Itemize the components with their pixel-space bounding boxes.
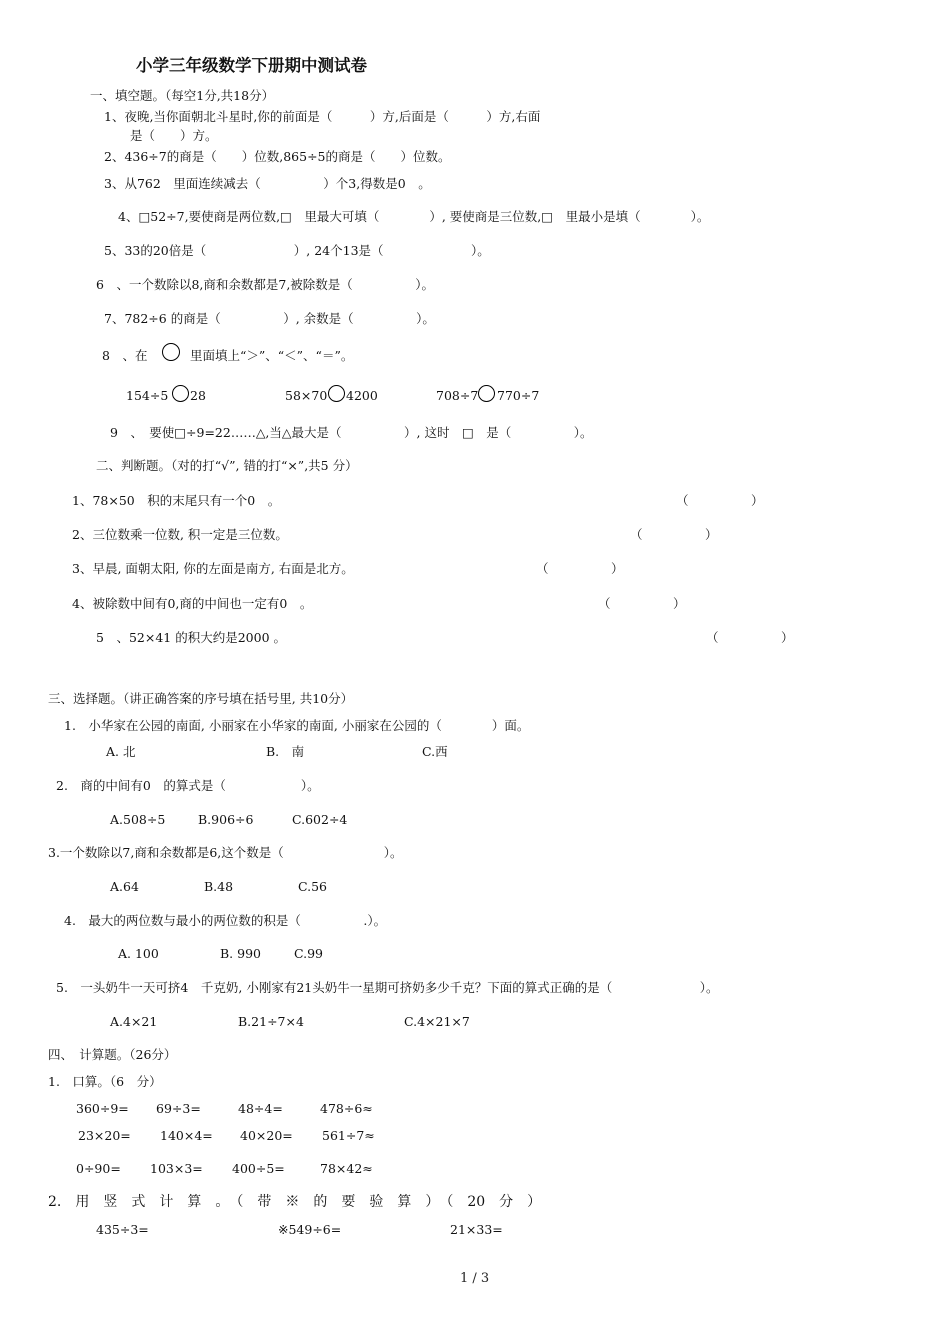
choice-option-3c[interactable]: C.56 bbox=[298, 879, 327, 894]
oral-calc-r3c2: 103×3= bbox=[150, 1161, 203, 1176]
compare-circle-icon[interactable] bbox=[328, 385, 345, 402]
question-1-7: 7、782÷6 的商是（ ）, 余数是（ ）。 bbox=[104, 311, 435, 326]
q8-expr3-left: 708÷7 bbox=[436, 388, 479, 403]
choice-option-1c[interactable]: C.西 bbox=[422, 744, 448, 759]
choice-question-4: 4. 最大的两位数与最小的两位数的积是（ .）。 bbox=[64, 913, 387, 928]
judge-item-1: 1、78×50 积的末尾只有一个0 。 bbox=[72, 493, 281, 508]
choice-option-5a[interactable]: A.4×21 bbox=[110, 1014, 158, 1029]
judge-item-3: 3、早晨, 面朝太阳, 你的左面是南方, 右面是北方。 bbox=[72, 561, 354, 576]
oral-calc-r1c3: 48÷4= bbox=[238, 1101, 283, 1116]
vertical-calc-2: ※549÷6= bbox=[278, 1222, 342, 1237]
compare-circle-icon bbox=[162, 343, 180, 361]
choice-option-4c[interactable]: C.99 bbox=[294, 946, 323, 961]
question-1-1b: 是（ ）方。 bbox=[130, 128, 218, 143]
section4-heading: 四、 计算题。（26分） bbox=[48, 1047, 177, 1062]
q8-expr3-right: 770÷7 bbox=[497, 388, 540, 403]
choice-option-2c[interactable]: C.602÷4 bbox=[292, 812, 348, 827]
question-1-8-text: 里面填上“＞”、“＜”、“＝”。 bbox=[190, 348, 354, 363]
choice-option-3a[interactable]: A.64 bbox=[110, 879, 139, 894]
oral-calc-r3c3: 400÷5= bbox=[232, 1161, 285, 1176]
question-1-3: 3、从762 里面连续减去（ ）个3,得数是0 。 bbox=[104, 176, 431, 191]
oral-calc-r1c4: 478÷6≈ bbox=[320, 1101, 373, 1116]
q8-expr1-left: 154÷5 bbox=[126, 388, 169, 403]
page-title: 小学三年级数学下册期中测试卷 bbox=[136, 56, 367, 75]
oral-calc-r1c2: 69÷3= bbox=[156, 1101, 201, 1116]
judge-paren-3[interactable]: （ ） bbox=[536, 561, 624, 576]
section3-heading: 三、选择题。（讲正确答案的序号填在括号里, 共10分） bbox=[48, 691, 354, 706]
choice-option-4b[interactable]: B. 990 bbox=[220, 946, 261, 961]
question-1-6: 6 、一个数除以8,商和余数都是7,被除数是（ ）。 bbox=[96, 277, 435, 292]
compare-circle-icon[interactable] bbox=[478, 385, 495, 402]
question-1-2: 2、436÷7的商是（ ）位数,865÷5的商是（ ）位数。 bbox=[104, 149, 451, 164]
choice-option-2b[interactable]: B.906÷6 bbox=[198, 812, 254, 827]
judge-paren-1[interactable]: （ ） bbox=[676, 493, 764, 508]
choice-option-2a[interactable]: A.508÷5 bbox=[110, 812, 166, 827]
choice-question-1: 1. 小华家在公园的南面, 小丽家在小华家的南面, 小丽家在公园的（ ）面。 bbox=[64, 718, 530, 733]
oral-calc-r3c4: 78×42≈ bbox=[320, 1161, 373, 1176]
vertical-calc-heading: 2. 用 竖 式 计 算 。 （ 带 ※ 的 要 验 算 ） （ 20 分 ） bbox=[48, 1194, 542, 1210]
oral-calc-heading: 1. 口算。（6 分） bbox=[48, 1074, 162, 1089]
page-number: 1 / 3 bbox=[460, 1271, 490, 1286]
choice-option-1b[interactable]: B. 南 bbox=[266, 744, 305, 759]
choice-option-5b[interactable]: B.21÷7×4 bbox=[238, 1014, 304, 1029]
choice-option-3b[interactable]: B.48 bbox=[204, 879, 234, 894]
vertical-calc-3: 21×33= bbox=[450, 1222, 503, 1237]
choice-option-4a[interactable]: A. 100 bbox=[118, 946, 159, 961]
question-1-8-number: 8 、在 bbox=[102, 348, 148, 363]
question-1-5: 5、33的20倍是（ ）, 24个13是（ ）。 bbox=[104, 243, 490, 258]
compare-circle-icon[interactable] bbox=[172, 385, 189, 402]
judge-paren-4[interactable]: （ ） bbox=[598, 596, 686, 611]
oral-calc-r2c1: 23×20= bbox=[78, 1128, 131, 1143]
judge-paren-2[interactable]: （ ） bbox=[630, 527, 718, 542]
oral-calc-r2c2: 140×4= bbox=[160, 1128, 213, 1143]
oral-calc-r3c1: 0÷90= bbox=[76, 1161, 121, 1176]
choice-option-1a[interactable]: A. 北 bbox=[106, 744, 136, 759]
judge-item-4: 4、被除数中间有0,商的中间也一定有0 。 bbox=[72, 596, 313, 611]
judge-paren-5[interactable]: （ ） bbox=[706, 630, 794, 645]
vertical-calc-1: 435÷3= bbox=[96, 1222, 149, 1237]
judge-item-5: 5 、52×41 的积大约是2000 。 bbox=[96, 630, 286, 645]
q8-expr1-right: 28 bbox=[190, 388, 206, 403]
choice-question-3: 3.一个数除以7,商和余数都是6,这个数是（ ）。 bbox=[48, 845, 403, 860]
oral-calc-r2c3: 40×20= bbox=[240, 1128, 293, 1143]
question-1-1a: 1、夜晚,当你面朝北斗星时,你的前面是（ ）方,后面是（ ）方,右面 bbox=[104, 109, 541, 124]
question-1-9: 9 、 要使□÷9=22……△,当△最大是（ ）, 这时 □ 是（ ）。 bbox=[110, 425, 593, 440]
choice-question-2: 2. 商的中间有0 的算式是（ ）。 bbox=[56, 778, 320, 793]
oral-calc-r2c4: 561÷7≈ bbox=[322, 1128, 375, 1143]
q8-expr2-left: 58×70 bbox=[285, 388, 328, 403]
section2-heading: 二、判断题。（对的打“√”, 错的打“×”,共5 分） bbox=[96, 458, 358, 473]
q8-expr2-right: 4200 bbox=[346, 388, 378, 403]
choice-question-5: 5. 一头奶牛一天可挤4 千克奶, 小刚家有21头奶牛一星期可挤奶多少千克？下面的算式正确的是（ ）。 bbox=[56, 980, 719, 995]
judge-item-2: 2、三位数乘一位数, 积一定是三位数。 bbox=[72, 527, 288, 542]
oral-calc-r1c1: 360÷9= bbox=[76, 1101, 129, 1116]
section1-heading: 一、填空题。（每空1分,共18分） bbox=[90, 88, 275, 103]
choice-option-5c[interactable]: C.4×21×7 bbox=[404, 1014, 470, 1029]
question-1-4: 4、□52÷7,要使商是两位数,□ 里最大可填（ ）, 要使商是三位数,□ 里最小是填（ ）。 bbox=[118, 209, 710, 224]
